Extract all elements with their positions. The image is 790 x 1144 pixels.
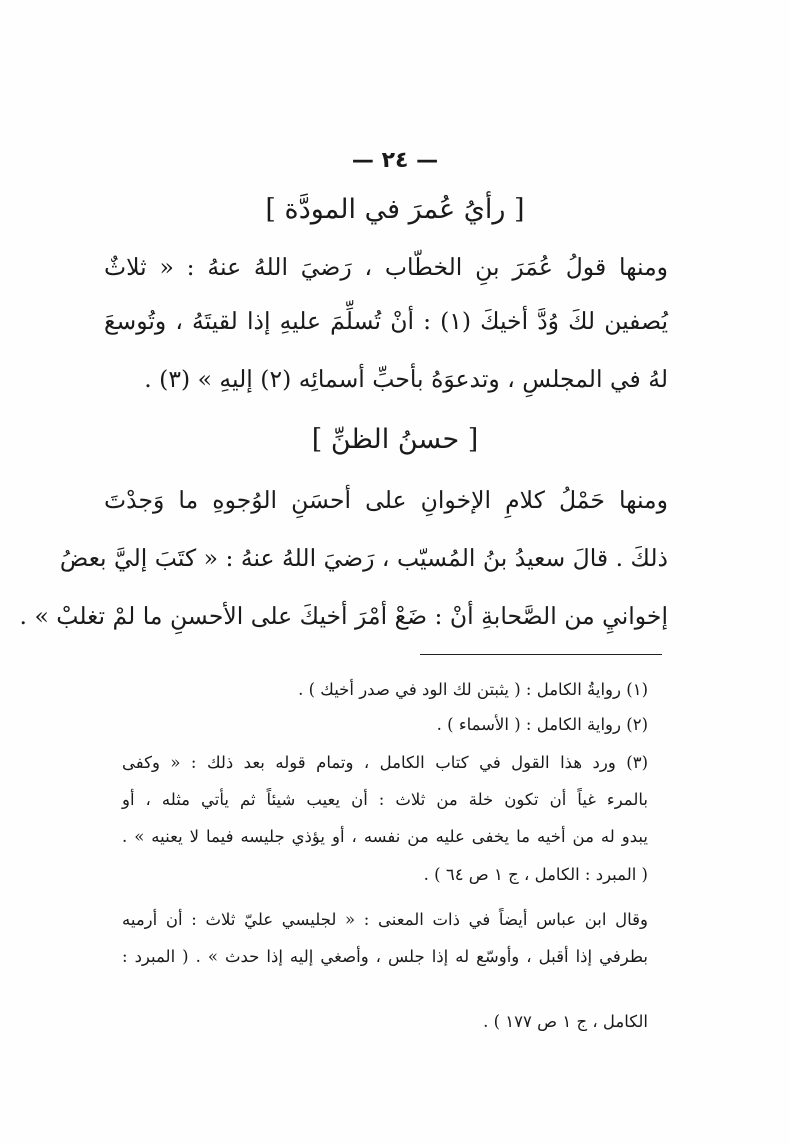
- footnote-separator: [420, 654, 662, 655]
- footnote-line: بطرفي إذا أقبل ، وأوسّع له إذا جلس ، وأصغي إليه إذا حدث » . ( المبرد :: [122, 947, 648, 966]
- footnote-line: بالمرء غياً أن تكون خلة من ثلاث : أن يعيب شيئاً ثم يأتي مثله ، أو: [122, 790, 648, 809]
- section-heading-umar-affection: [ رأيُ عُمرَ في المودَّة ]: [265, 194, 525, 225]
- body-line: ومنها حَمْلُ كلامِ الإخوانِ على أحسَنِ الوُجوهِ ما وَجدْتَ: [104, 486, 668, 514]
- footnote-line: (٢) رواية الكامل : ( الأسماء ) .: [436, 715, 648, 734]
- body-line: إخوانيِ من الصَّحابةِ أنْ : ضَعْ أمْرَ أخيكَ على الأحسنِ ما لمْ تغلبْ » .: [19, 602, 668, 630]
- body-line: يُصفين لكَ وُدَّ أخيكَ (١) : أنْ تُسلِّمَ عليهِ إذا لقيتَهُ ، وتُوسعَ: [104, 307, 668, 335]
- footnote-line: وقال ابن عباس أيضاً في ذات المعنى : « لجليسي عليّ ثلاث : أن أرميه: [122, 910, 648, 929]
- body-line: ومنها قولُ عُمَرَ بنِ الخطّاب ، رَضيَ اللهُ عنهُ : « ثلاثٌ: [104, 253, 668, 281]
- footnote-line: يبدو له من أخيه ما يخفى عليه من نفسه ، أو يؤذي جليسه فيما لا يعنيه » .: [122, 827, 648, 846]
- footnote-line: (٣) ورد هذا القول في كتاب الكامل ، وتمام قوله بعد ذلك : « وكفى: [122, 753, 648, 772]
- body-line: لهُ في المجلسِ ، وتدعوَهُ بأحبِّ أسمائِه (٢) إليهِ » (٣) .: [144, 365, 668, 393]
- footnote-line: ( المبرد : الكامل ، ج ١ ص ٦٤ ) .: [423, 865, 648, 884]
- page-number: — ٢٤ —: [351, 148, 439, 173]
- footnote-line: (١) روايةُ الكامل : ( يثبتن لك الود في صدر أخيك ) .: [298, 680, 648, 699]
- footnote-line: الكامل ، ج ١ ص ١٧٧ ) .: [483, 1012, 648, 1031]
- body-line: ذلكَ . قالَ سعيدُ بنُ المُسيّب ، رَضيَ اللهُ عنهُ : « كتَبَ إليَّ بعضُ: [59, 544, 668, 572]
- section-heading-good-opinion: [ حسنُ الظنِّ ]: [311, 424, 479, 455]
